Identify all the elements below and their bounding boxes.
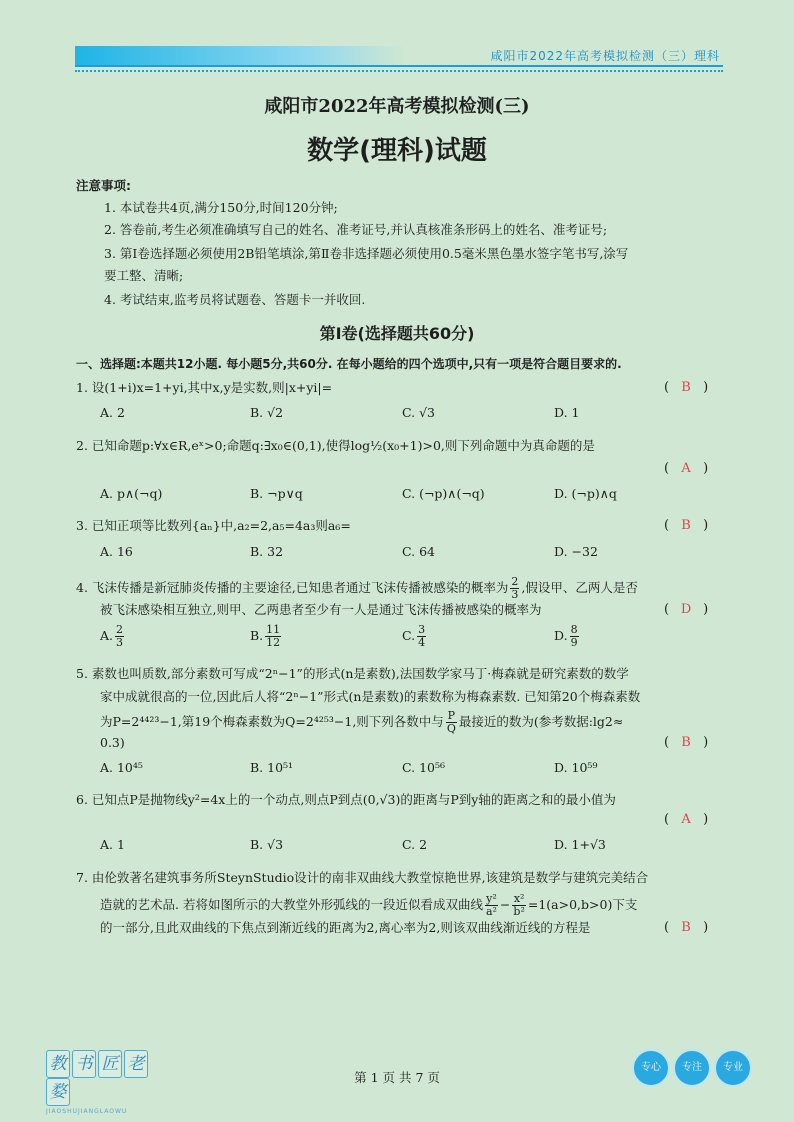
option: D. (¬p)∧q bbox=[554, 486, 617, 501]
answer-value: D bbox=[680, 602, 692, 617]
answer-value: B bbox=[681, 920, 691, 935]
answer-value: B bbox=[681, 735, 691, 750]
fraction bbox=[510, 576, 519, 601]
fraction: $\frac{\text{y²}}{\text{a²}}$ bbox=[485, 892, 497, 918]
answer-box: ( D ) bbox=[664, 602, 709, 617]
exam-title: 咸阳市2022年高考模拟检测(三) bbox=[264, 96, 530, 117]
answer-box: ( A ) bbox=[664, 461, 709, 476]
answer-box: ( A ) bbox=[664, 812, 709, 827]
option: A. 1 bbox=[100, 837, 125, 852]
answer-box: ( B ) bbox=[664, 735, 709, 750]
answer-box: ( B ) bbox=[664, 920, 709, 935]
option: A. 16 bbox=[100, 544, 133, 559]
question-stem bbox=[76, 576, 638, 601]
notice-item: 要工整、清晰; bbox=[104, 268, 184, 283]
option: C. 10⁵⁶ bbox=[402, 760, 445, 775]
notice-heading: 注意事项: bbox=[76, 178, 131, 193]
question-stem: 7. 由伦敦著名建筑事务所SteynStudio设计的南非双曲线大教堂惊艳世界,该建筑是数学与建筑完美结合 bbox=[76, 870, 649, 885]
subject-title: 数学(理科)试题 bbox=[307, 136, 487, 166]
stem-text: ,假设甲、乙两人是否 bbox=[521, 580, 638, 595]
notice-item: 2. 答卷前,考生必须准确填写自己的姓名、准考证号,并认真核准条形码上的姓名、准考证号; bbox=[104, 222, 608, 237]
answer-value: A bbox=[681, 461, 691, 476]
answer-box: ( B ) bbox=[664, 518, 709, 533]
question-stem-line: 的一部分,且此双曲线的下焦点到渐近线的距离为2,离心率为2,则该双曲线渐近线的方程是 bbox=[100, 920, 591, 935]
numerator: 2 bbox=[511, 575, 519, 588]
question-stem-line: 被飞沫感染相互独立,则甲、乙两患者至少有一人是通过飞沫传播被感染的概率为 bbox=[100, 602, 542, 617]
notice-item: 4. 考试结束,监考员将试题卷、答题卡一并收回. bbox=[104, 292, 366, 307]
option: B. √2 bbox=[250, 405, 284, 420]
notice-item: 3. 第Ⅰ卷选择题必须使用2B铅笔填涂,第Ⅱ卷非选择题必须使用0.5毫米黑色墨水签字笔书写,涂写 bbox=[104, 246, 629, 261]
question-stem: 5. 素数也叫质数,部分素数可写成“2ⁿ−1”的形式(n是素数),法国数学家马丁·梅森就是研究素数的数学 bbox=[76, 666, 629, 681]
option: A. $\frac{2}{3}$ bbox=[100, 623, 124, 649]
running-title: 咸阳市2022年高考模拟检测（三）理科 bbox=[490, 49, 720, 63]
option: A. 2 bbox=[100, 405, 125, 420]
header-rule bbox=[75, 65, 723, 67]
badge: 专业 bbox=[714, 1049, 752, 1087]
section-instruction: 一、选择题:本题共12小题. 每小题5分,共60分. 在每小题给的四个选项中,只有一项是符合题目要求的. bbox=[76, 357, 622, 371]
answer-value: A bbox=[681, 812, 691, 827]
question-stem: 2. 已知命题p:∀x∈R,eˣ>0;命题q:∃x₀∈(0,1),使得log½(x₀+1)>0,则下列命题中为真命题的是 bbox=[76, 438, 595, 453]
option: C. (¬p)∧(¬q) bbox=[402, 486, 485, 501]
option: B. 10⁵¹ bbox=[250, 760, 294, 775]
badge: 专注 bbox=[673, 1049, 711, 1087]
option: B. 32 bbox=[250, 544, 284, 559]
denominator: 3 bbox=[511, 588, 519, 601]
option: D. 1+√3 bbox=[554, 837, 606, 852]
section-title: 第Ⅰ卷(选择题共60分) bbox=[319, 324, 475, 343]
fraction: $\frac{P}{Q}$ bbox=[446, 709, 456, 735]
badge-group bbox=[632, 1049, 755, 1087]
question-stem-line: 0.3) bbox=[100, 735, 125, 750]
option: A. p∧(¬q) bbox=[100, 486, 163, 501]
option: D. 1 bbox=[554, 405, 580, 420]
stem-text: 4. 飞沫传播是新冠肺炎传播的主要途径,已知患者通过飞沫传播被感染的概率为 bbox=[76, 580, 509, 595]
question-stem-line: 为P=2⁴⁴²³−1,第19个梅森素数为Q=2⁴²⁵³−1,则下列各数中与 $\frac{P}{Q}$ 最接近的数为(参考数据:lg2≈ bbox=[100, 709, 624, 735]
header-dotted-rule bbox=[75, 70, 723, 72]
question-stem-line: 造就的艺术品. 若将如图所示的大教堂外形弧线的一段近似看成双曲线 $\frac{\text{y²}}{\text{a²}}$ − $\frac{\text{x²}}{\text{b²}}$ =1(a>0,b>0)下支 bbox=[100, 892, 638, 918]
option: C. 64 bbox=[402, 544, 435, 559]
brand-logo: 教 书 匠 老婺 JIAOSHUJIANGLAOWU bbox=[46, 1050, 166, 1090]
option: B. ¬p∨q bbox=[250, 486, 303, 501]
question-stem: 1. 设(1+i)x=1+yi,其中x,y是实数,则|x+yi|= bbox=[76, 380, 333, 395]
option: C. $\frac{3}{4}$ bbox=[402, 623, 426, 649]
answer-value: B bbox=[681, 518, 691, 533]
notice-item: 1. 本试卷共4页,满分150分,时间120分钟; bbox=[104, 200, 338, 215]
option: C. √3 bbox=[402, 405, 435, 420]
option: D. $\frac{8}{9}$ bbox=[554, 623, 578, 649]
option: C. 2 bbox=[402, 837, 428, 852]
option: B. √3 bbox=[250, 837, 284, 852]
header-gradient bbox=[75, 46, 405, 66]
question-stem: 6. 已知点P是抛物线y²=4x上的一个动点,则点P到点(0,√3)的距离与P到y轴的距离之和的最小值为 bbox=[76, 792, 616, 807]
fraction: $\frac{\text{x²}}{\text{b²}}$ bbox=[513, 892, 525, 918]
page-number: 第 1 页 共 7 页 bbox=[354, 1070, 440, 1085]
answer-value: B bbox=[681, 380, 691, 395]
option: B. $\frac{11}{12}$ bbox=[250, 623, 281, 649]
option: D. 10⁵⁹ bbox=[554, 760, 598, 775]
question-stem-line: 家中成就很高的一位,因此后人将“2ⁿ−1”形式(n是素数)的素数称为梅森素数. 已知第20个梅森素数 bbox=[100, 689, 641, 704]
option: A. 10⁴⁵ bbox=[100, 760, 143, 775]
question-stem: 3. 已知正项等比数列{aₙ}中,a₂=2,a₅=4a₃则a₆= bbox=[76, 518, 351, 533]
badge: 专心 bbox=[632, 1049, 670, 1087]
option: D. −32 bbox=[554, 544, 598, 559]
answer-box: ( B ) bbox=[664, 380, 709, 395]
